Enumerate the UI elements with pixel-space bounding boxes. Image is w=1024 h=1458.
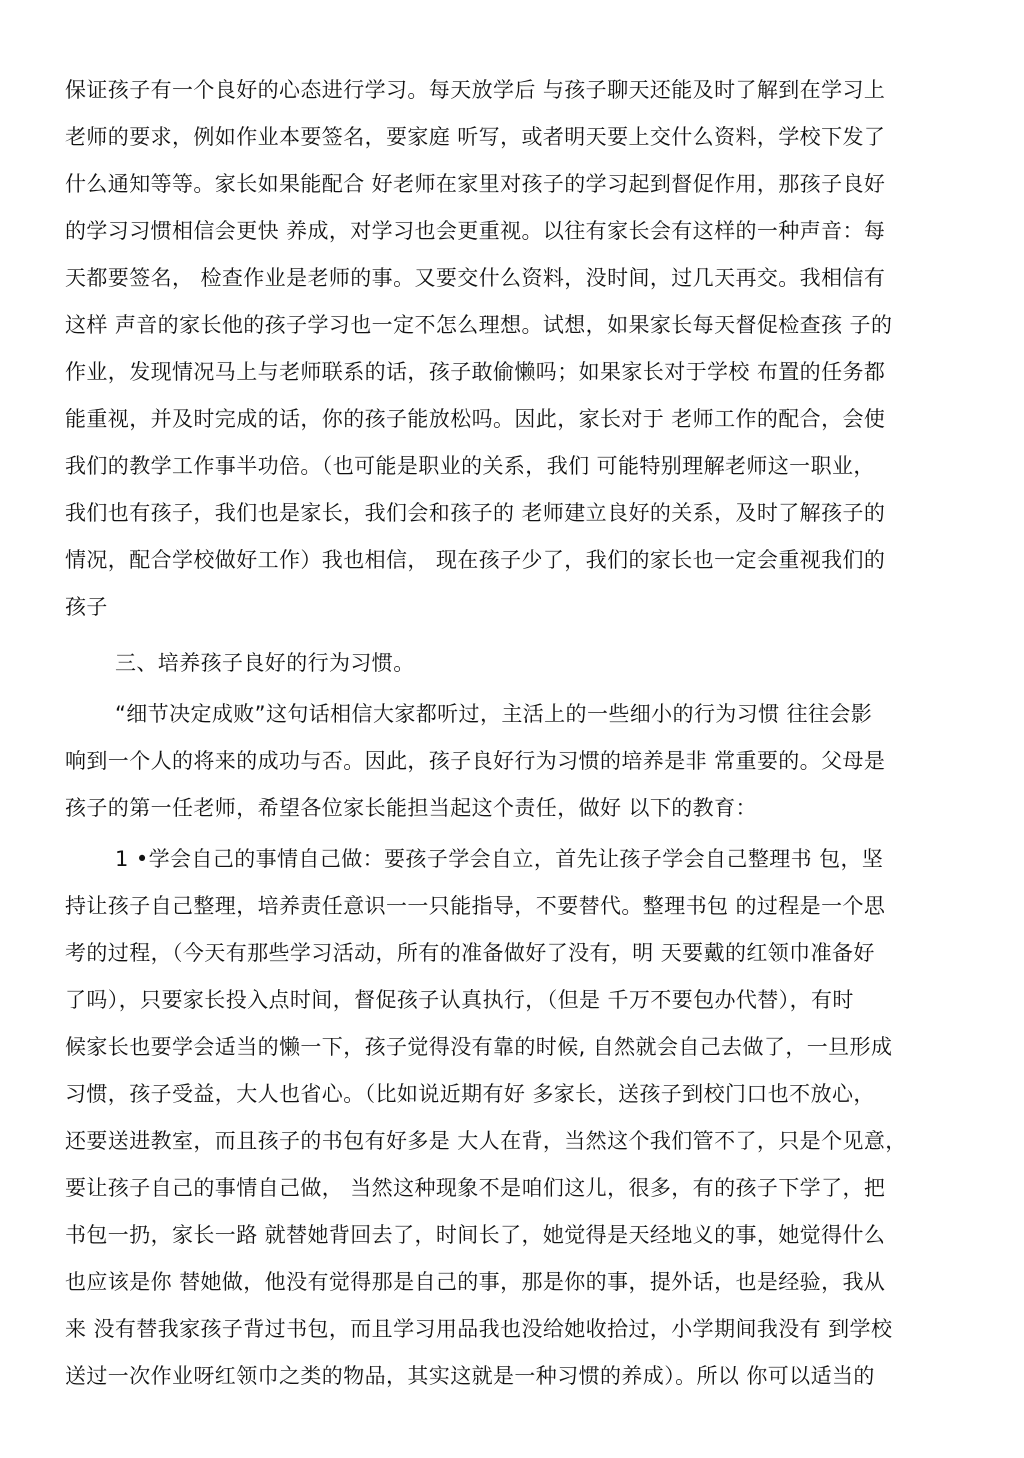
text-line: 响到一个人的将来的成功与否。因此，孩子良好行为习惯的培养是非 常重要的。父母是 (65, 749, 886, 773)
list-item-text: 1 •学会自己的事情自己做：要孩子学会自立，首先让孩子学会自己整理书 包，坚 (115, 847, 884, 871)
section-heading: 三、培养孩子良好的行为习惯。 (115, 651, 415, 675)
text-line: 孩子 (65, 595, 108, 619)
text-line: 这样 声音的家长他的孩子学习也一定不怎么理想。试想，如果家长每天督促检查孩 子的 (65, 313, 893, 337)
text-line: 情况，配合学校做好工作）我也相信， 现在孩子少了，我们的家长也一定会重视我们的 (65, 548, 886, 572)
text-line: 还要送进教室，而且孩子的书包有好多是 大人在背，当然这个我们管不了，只是个见意， (65, 1129, 907, 1153)
text-line: 能重视，并及时完成的话，你的孩子能放松吗。因此，家长对于 老师工作的配合，会使 (65, 407, 886, 431)
text-line: 天都要签名， 检查作业是老师的事。又要交什么资料，没时间，过几天再交。我相信有 (65, 266, 886, 290)
text-line: 习惯，孩子受益，大人也省心。（比如说近期有好 多家长，送孩子到校门口也不放心， (65, 1082, 875, 1106)
text-line: 什么通知等等。家长如果能配合 好老师在家里对孩子的学习起到督促作用，那孩子良好 (65, 172, 886, 196)
text-line: 孩子的第一任老师，希望各位家长能担当起这个责任，做好 以下的教育： (65, 796, 757, 820)
text-line: “细节决定成败”这句话相信大家都听过，主活上的一些细小的行为习惯 往往会影 (115, 702, 873, 726)
text-line: 作业，发现情况马上与老师联系的话，孩子敢偷懒吗；如果家长对于学校 布置的任务都 (65, 360, 886, 384)
text-line: 我们的教学工作事半功倍。（也可能是职业的关系，我们 可能特别理解老师这一职业， (65, 454, 875, 478)
text-line: 老师的要求，例如作业本要签名，要家庭 听写，或者明天要上交什么资料，学校下发了 (65, 125, 886, 149)
text-line: 来 没有替我家孩子背过书包，而且学习用品我也没给她收拾过，小学期间我没有 到学校 (65, 1317, 893, 1341)
text-line: 持让孩子自己整理，培养责任意识一一只能指导，不要替代。整理书包 的过程是一个思 (65, 894, 886, 918)
text-line: 了吗），只要家长投入点时间，督促孩子认真执行，（但是 千万不要包办代替），有时 (65, 988, 854, 1012)
text-line: 候家长也要学会适当的懒一下，孩子觉得没有靠的时候, 自然就会自己去做了，一旦形成 (65, 1035, 893, 1059)
text-line: 送过一次作业呀红领巾之类的物品，其实这就是一种习惯的养成）。所以 你可以适当的 (65, 1364, 875, 1388)
text-line: 我们也有孩子，我们也是家长，我们会和孩子的 老师建立良好的关系，及时了解孩子的 (65, 501, 886, 525)
text-line: 保证孩子有一个良好的心态进行学习。每天放学后 与孩子聊天还能及时了解到在学习上 (65, 78, 886, 102)
text-line: 考的过程，（今天有那些学习活动，所有的准备做好了没有，明 天要戴的红领巾准备好 (65, 941, 875, 965)
text-line: 要让孩子自己的事情自己做， 当然这种现象不是咱们这儿，很多，有的孩子下学了，把 (65, 1176, 886, 1200)
text-line: 的学习习惯相信会更快 养成，对学习也会更重视。以往有家长会有这样的一种声音：每 (65, 219, 886, 243)
text-line: 也应该是你 替她做，他没有觉得那是自己的事，那是你的事，提外话，也是经验，我从 (65, 1270, 886, 1294)
text-line: 书包一扔，家长一路 就替她背回去了，时间长了，她觉得是天经地义的事，她觉得什么 (65, 1223, 886, 1247)
